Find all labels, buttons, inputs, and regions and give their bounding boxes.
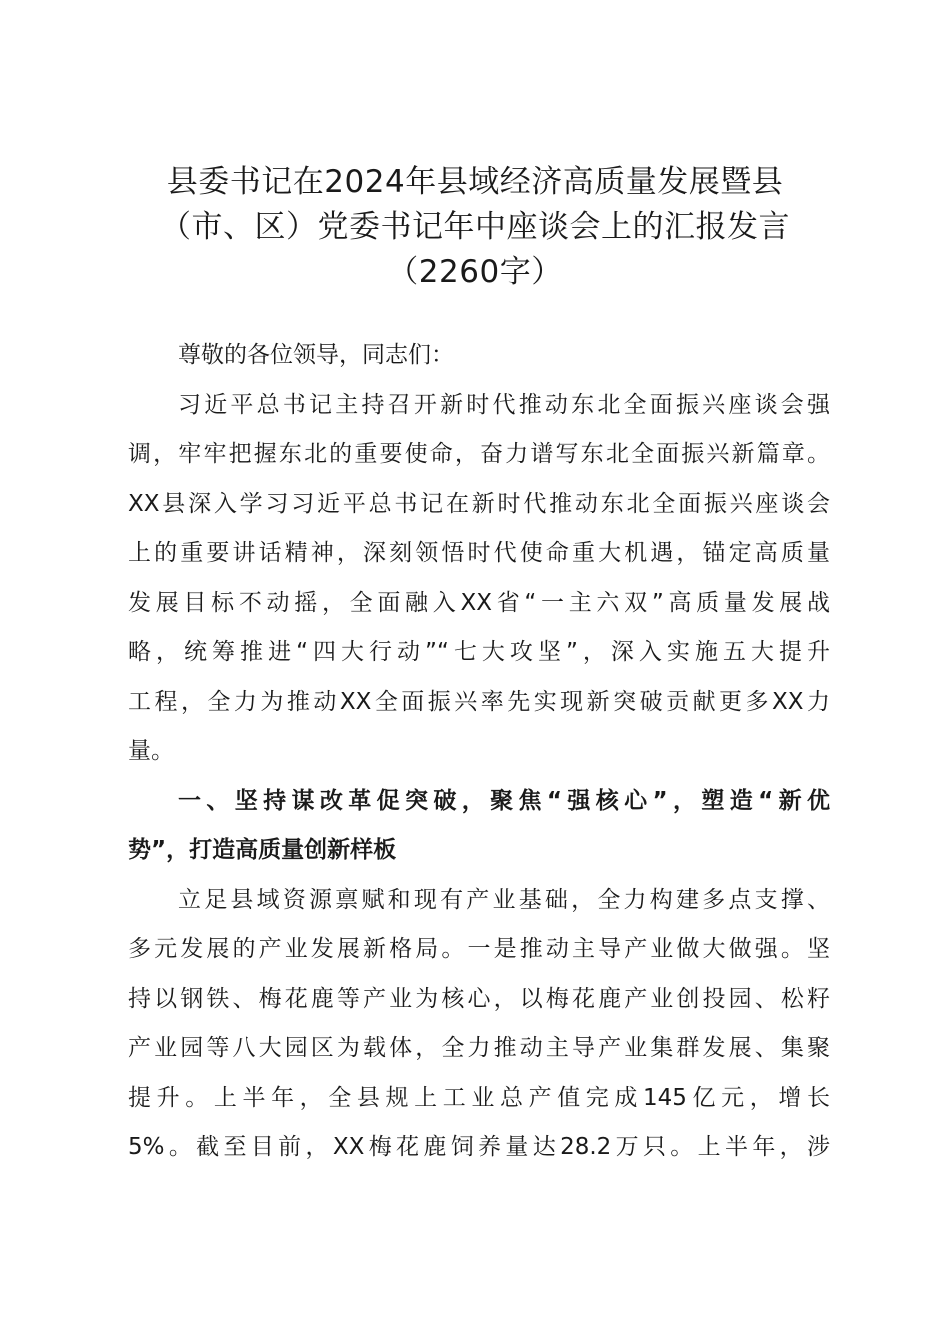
paragraph-line: 产业园等八大园区为载体，全力推动主导产业集群发展、集聚 [128,1035,830,1061]
paragraph-line: 调，牢牢把握东北的重要使命，奋力谱写东北全面振兴新篇章。 [128,441,830,467]
salutation [128,331,830,381]
paragraph-line: 立足县域资源禀赋和现有产业基础，全力构建多点支撑、 [178,886,830,913]
heading-line: 一、坚持谋改革促突破，聚焦“强核心”，塑造“新优 [178,787,830,814]
paragraph-line: 工程，全力为推动XX全面振兴率先实现新突破贡献更多XX力 [128,688,830,715]
paragraph-line: 量。 [128,738,174,764]
paragraph-1 [128,381,830,777]
paragraph-2 [128,876,830,1173]
paragraph-line: 习近平总书记主持召开新时代推动东北全面振兴座谈会强 [178,391,830,418]
heading-line: 势”，打造高质量创新样板 [128,837,397,863]
paragraph-line: 提升。上半年，全县规上工业总产值完成145亿元，增长 [128,1084,830,1111]
salutation-line: 尊敬的各位领导，同志们： [178,342,454,368]
paragraph-line: 略，统筹推进“四大行动”“七大攻坚”，深入实施五大提升 [128,639,830,665]
paragraph-line: XX县深入学习习近平总书记在新时代推动东北全面振兴座谈会 [128,490,830,517]
title-line-2: （市、区）党委书记年中座谈会上的汇报发言 [160,209,790,245]
document-title [110,160,840,295]
title-line-3: （2260字） [387,254,563,290]
title-line-1: 县委书记在2024年县域经济高质量发展暨县 [166,164,784,200]
paragraph-line: 5%。截至目前，XX梅花鹿饲养量达28.2万只。上半年，涉 [128,1134,830,1160]
paragraph-line: 发展目标不动摇，全面融入XX省“一主六双”高质量发展战 [128,589,830,616]
document-body [128,331,830,1173]
paragraph-line: 持以钢铁、梅花鹿等产业为核心，以梅花鹿产业创投园、松籽 [128,985,830,1012]
section-heading-1 [128,777,830,876]
paragraph-line: 多元发展的产业发展新格局。一是推动主导产业做大做强。坚 [128,936,830,962]
paragraph-line: 上的重要讲话精神，深刻领悟时代使命重大机遇，锚定高质量 [128,540,830,566]
